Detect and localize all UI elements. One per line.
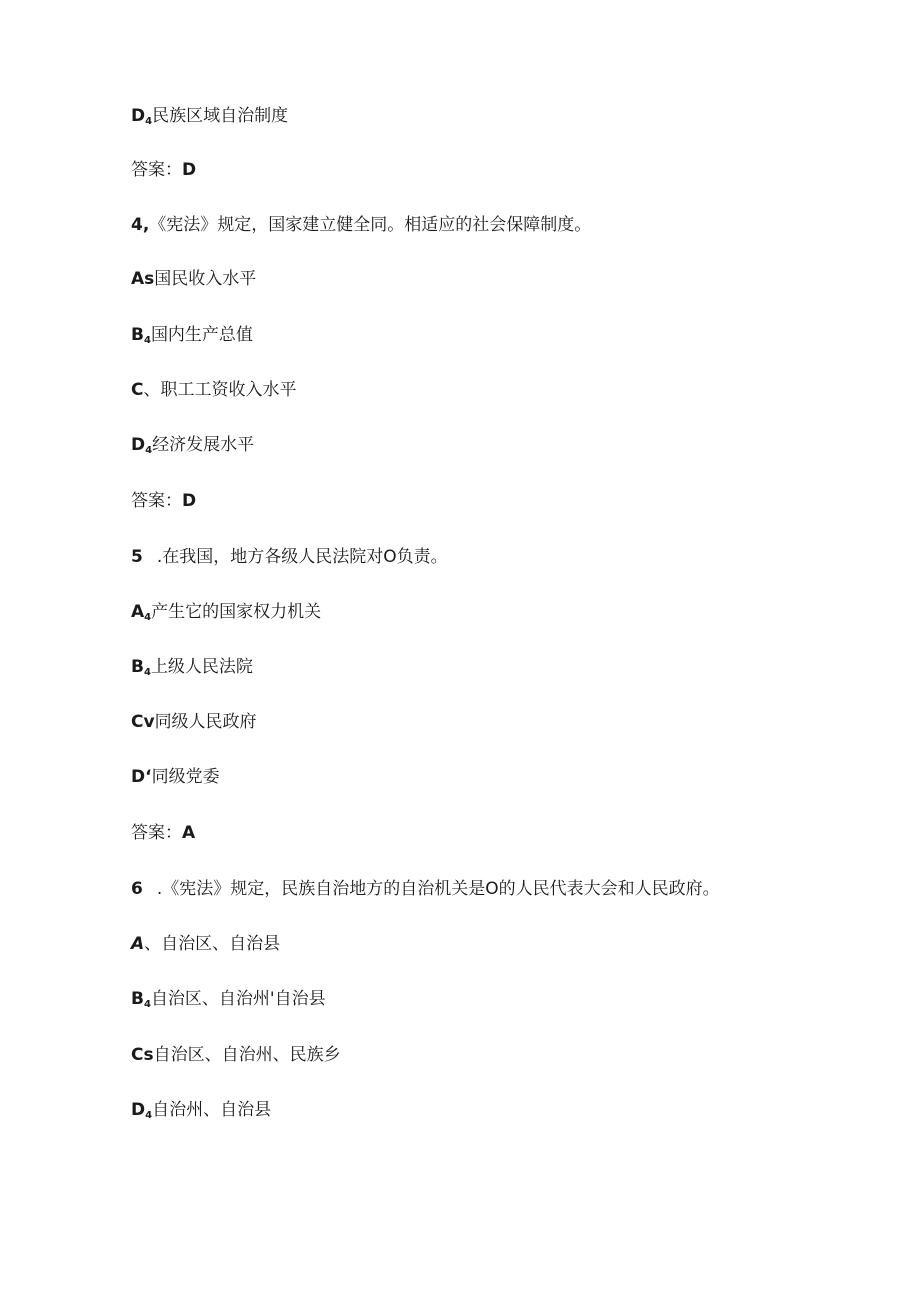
option-letter: D‘ <box>131 767 152 787</box>
option-text: 、自治区、自治县 <box>144 934 281 954</box>
option-a-line <box>131 600 321 630</box>
answer-value: A <box>182 823 196 843</box>
option-letter: B <box>131 657 144 677</box>
option-text: 国民收入水平 <box>154 269 257 289</box>
answer-line <box>131 489 196 513</box>
answer-line <box>131 158 196 182</box>
option-text: 国内生产总值 <box>150 325 253 345</box>
answer-label: 答案： <box>131 491 182 511</box>
question-number: 4, <box>131 215 150 235</box>
option-b-line <box>131 987 326 1017</box>
option-c-line <box>131 378 296 402</box>
option-text: 自治区、自治州'自治县 <box>150 989 326 1009</box>
option-letter: Cv <box>131 712 155 732</box>
option-text: 同级人民政府 <box>154 712 257 732</box>
question-text: 《宪法》规定，国家建立健全同。相适应的社会保障制度。 <box>149 215 592 235</box>
question-6 <box>131 877 720 901</box>
option-text: 、职工工资收入水平 <box>143 380 297 400</box>
answer-label: 答案： <box>131 160 182 180</box>
option-letter: D <box>131 106 146 126</box>
option-d-line <box>131 1098 271 1128</box>
question-number: 5 <box>131 547 143 567</box>
question-text: .在我国，地方各级人民法院对O负责。 <box>156 547 448 567</box>
option-d-line <box>131 433 254 463</box>
option-text: 民族区域自治制度 <box>152 106 289 126</box>
answer-value: D <box>182 160 197 180</box>
option-a-line <box>131 267 256 291</box>
option-letter-subscript: 4 <box>145 445 153 456</box>
option-letter-subscript: 4 <box>144 612 152 623</box>
option-text: 同级党委 <box>151 767 220 787</box>
option-letter-subscript: 4 <box>143 999 151 1010</box>
option-letter: B <box>131 325 144 345</box>
option-d-line <box>131 104 288 134</box>
option-letter: C <box>131 380 144 400</box>
answer-label: 答案： <box>131 823 182 843</box>
option-letter-subscript: 4 <box>145 1110 153 1121</box>
option-letter: Cs <box>131 1045 154 1065</box>
option-text: 上级人民法院 <box>150 657 253 677</box>
option-text: 自治区、自治州、民族乡 <box>153 1045 341 1065</box>
option-letter: B <box>131 989 144 1009</box>
option-letter-subscript: 4 <box>143 335 151 346</box>
option-c-line <box>131 1043 341 1067</box>
option-c-line <box>131 710 257 734</box>
question-4 <box>131 213 591 237</box>
option-d-line <box>131 765 220 789</box>
option-letter: D <box>131 1100 146 1120</box>
option-b-line <box>131 323 253 353</box>
option-b-line <box>131 655 253 685</box>
option-letter: As <box>131 269 155 289</box>
option-letter: A <box>131 934 145 954</box>
option-letter: D <box>131 435 146 455</box>
answer-line <box>131 821 195 845</box>
option-text: 自治州、自治县 <box>152 1100 272 1120</box>
question-number: 6 <box>131 879 143 899</box>
option-letter-subscript: 4 <box>143 667 151 678</box>
option-letter: A <box>131 602 145 622</box>
option-text: 产生它的国家权力机关 <box>151 602 322 622</box>
question-5 <box>131 545 448 569</box>
option-letter-subscript: 4 <box>145 116 153 127</box>
answer-value: D <box>182 491 197 511</box>
option-a-line <box>131 932 280 956</box>
option-text: 经济发展水平 <box>152 435 255 455</box>
question-text: .《宪法》规定，民族自治地方的自治机关是O的人民代表大会和人民政府。 <box>156 879 720 899</box>
